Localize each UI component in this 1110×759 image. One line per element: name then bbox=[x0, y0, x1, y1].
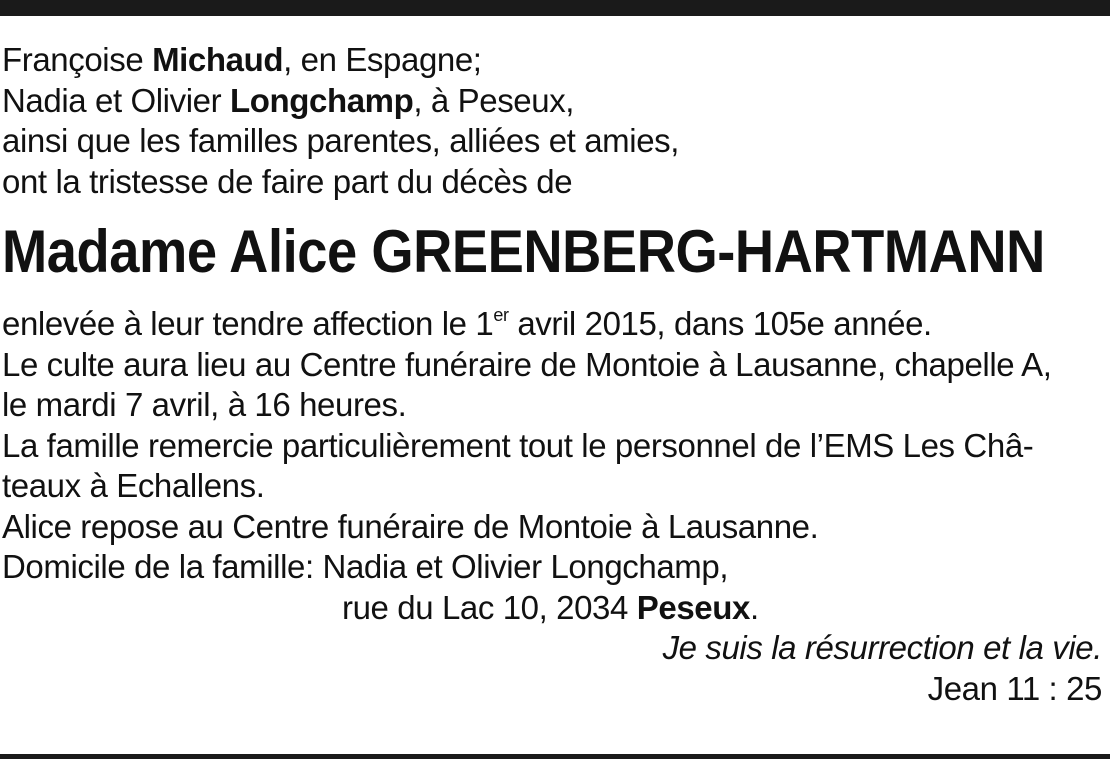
deceased-name-text: Madame Alice GREENBERG-HARTMANN bbox=[2, 218, 1045, 285]
body-line-7: Domicile de la famille: Nadia et Olivier Longchamp, bbox=[2, 548, 729, 585]
body-line-1 bbox=[2, 304, 1102, 345]
obituary-notice bbox=[2, 40, 1102, 709]
intro-surname: Longchamp bbox=[229, 81, 414, 119]
body-line-4 bbox=[2, 426, 1102, 467]
body-text: avril 2015, dans 105e année. bbox=[508, 305, 932, 342]
address-line bbox=[2, 588, 1102, 629]
body-text: enlevée à leur tendre affection le 1 bbox=[2, 305, 494, 342]
bottom-rule bbox=[0, 754, 1110, 759]
intro-name: Françoise bbox=[2, 41, 153, 78]
intro-line-2 bbox=[2, 81, 1102, 122]
body-text: La famille remercie particulièrement tout le personnel de l’EMS Les Châ- bbox=[2, 426, 1034, 464]
body-line-2 bbox=[2, 345, 1102, 386]
body-text: Le culte aura lieu au Centre funéraire de Montoie à Lausanne, chapelle A, bbox=[2, 345, 1052, 383]
body-line-3: le mardi 7 avril, à 16 heures. bbox=[2, 386, 407, 423]
intro-location: , en Espagne; bbox=[283, 41, 482, 78]
address-city: Peseux bbox=[636, 588, 750, 626]
address-text: rue du Lac 10, 2034 bbox=[342, 588, 637, 626]
body-line-6: Alice repose au Centre funéraire de Montoie à Lausanne. bbox=[2, 507, 819, 545]
intro-line-3: ainsi que les familles parentes, alliées et amies, bbox=[2, 122, 680, 159]
top-rule bbox=[0, 0, 1110, 16]
intro-line-1 bbox=[2, 40, 1102, 81]
intro-name: Nadia et Olivier bbox=[2, 81, 230, 119]
bible-quote: Je suis la résurrection et la vie. bbox=[662, 629, 1102, 666]
ordinal-superscript: er bbox=[493, 305, 509, 325]
intro-location: , à Peseux, bbox=[413, 81, 575, 119]
intro-line-4: ont la tristesse de faire part du décès de bbox=[2, 162, 573, 200]
bible-reference: Jean 11 : 25 bbox=[927, 669, 1102, 707]
deceased-name bbox=[2, 218, 1102, 285]
body-line-5: teaux à Echallens. bbox=[2, 467, 265, 504]
address-punctuation: . bbox=[749, 588, 759, 626]
intro-surname: Michaud bbox=[152, 41, 284, 78]
